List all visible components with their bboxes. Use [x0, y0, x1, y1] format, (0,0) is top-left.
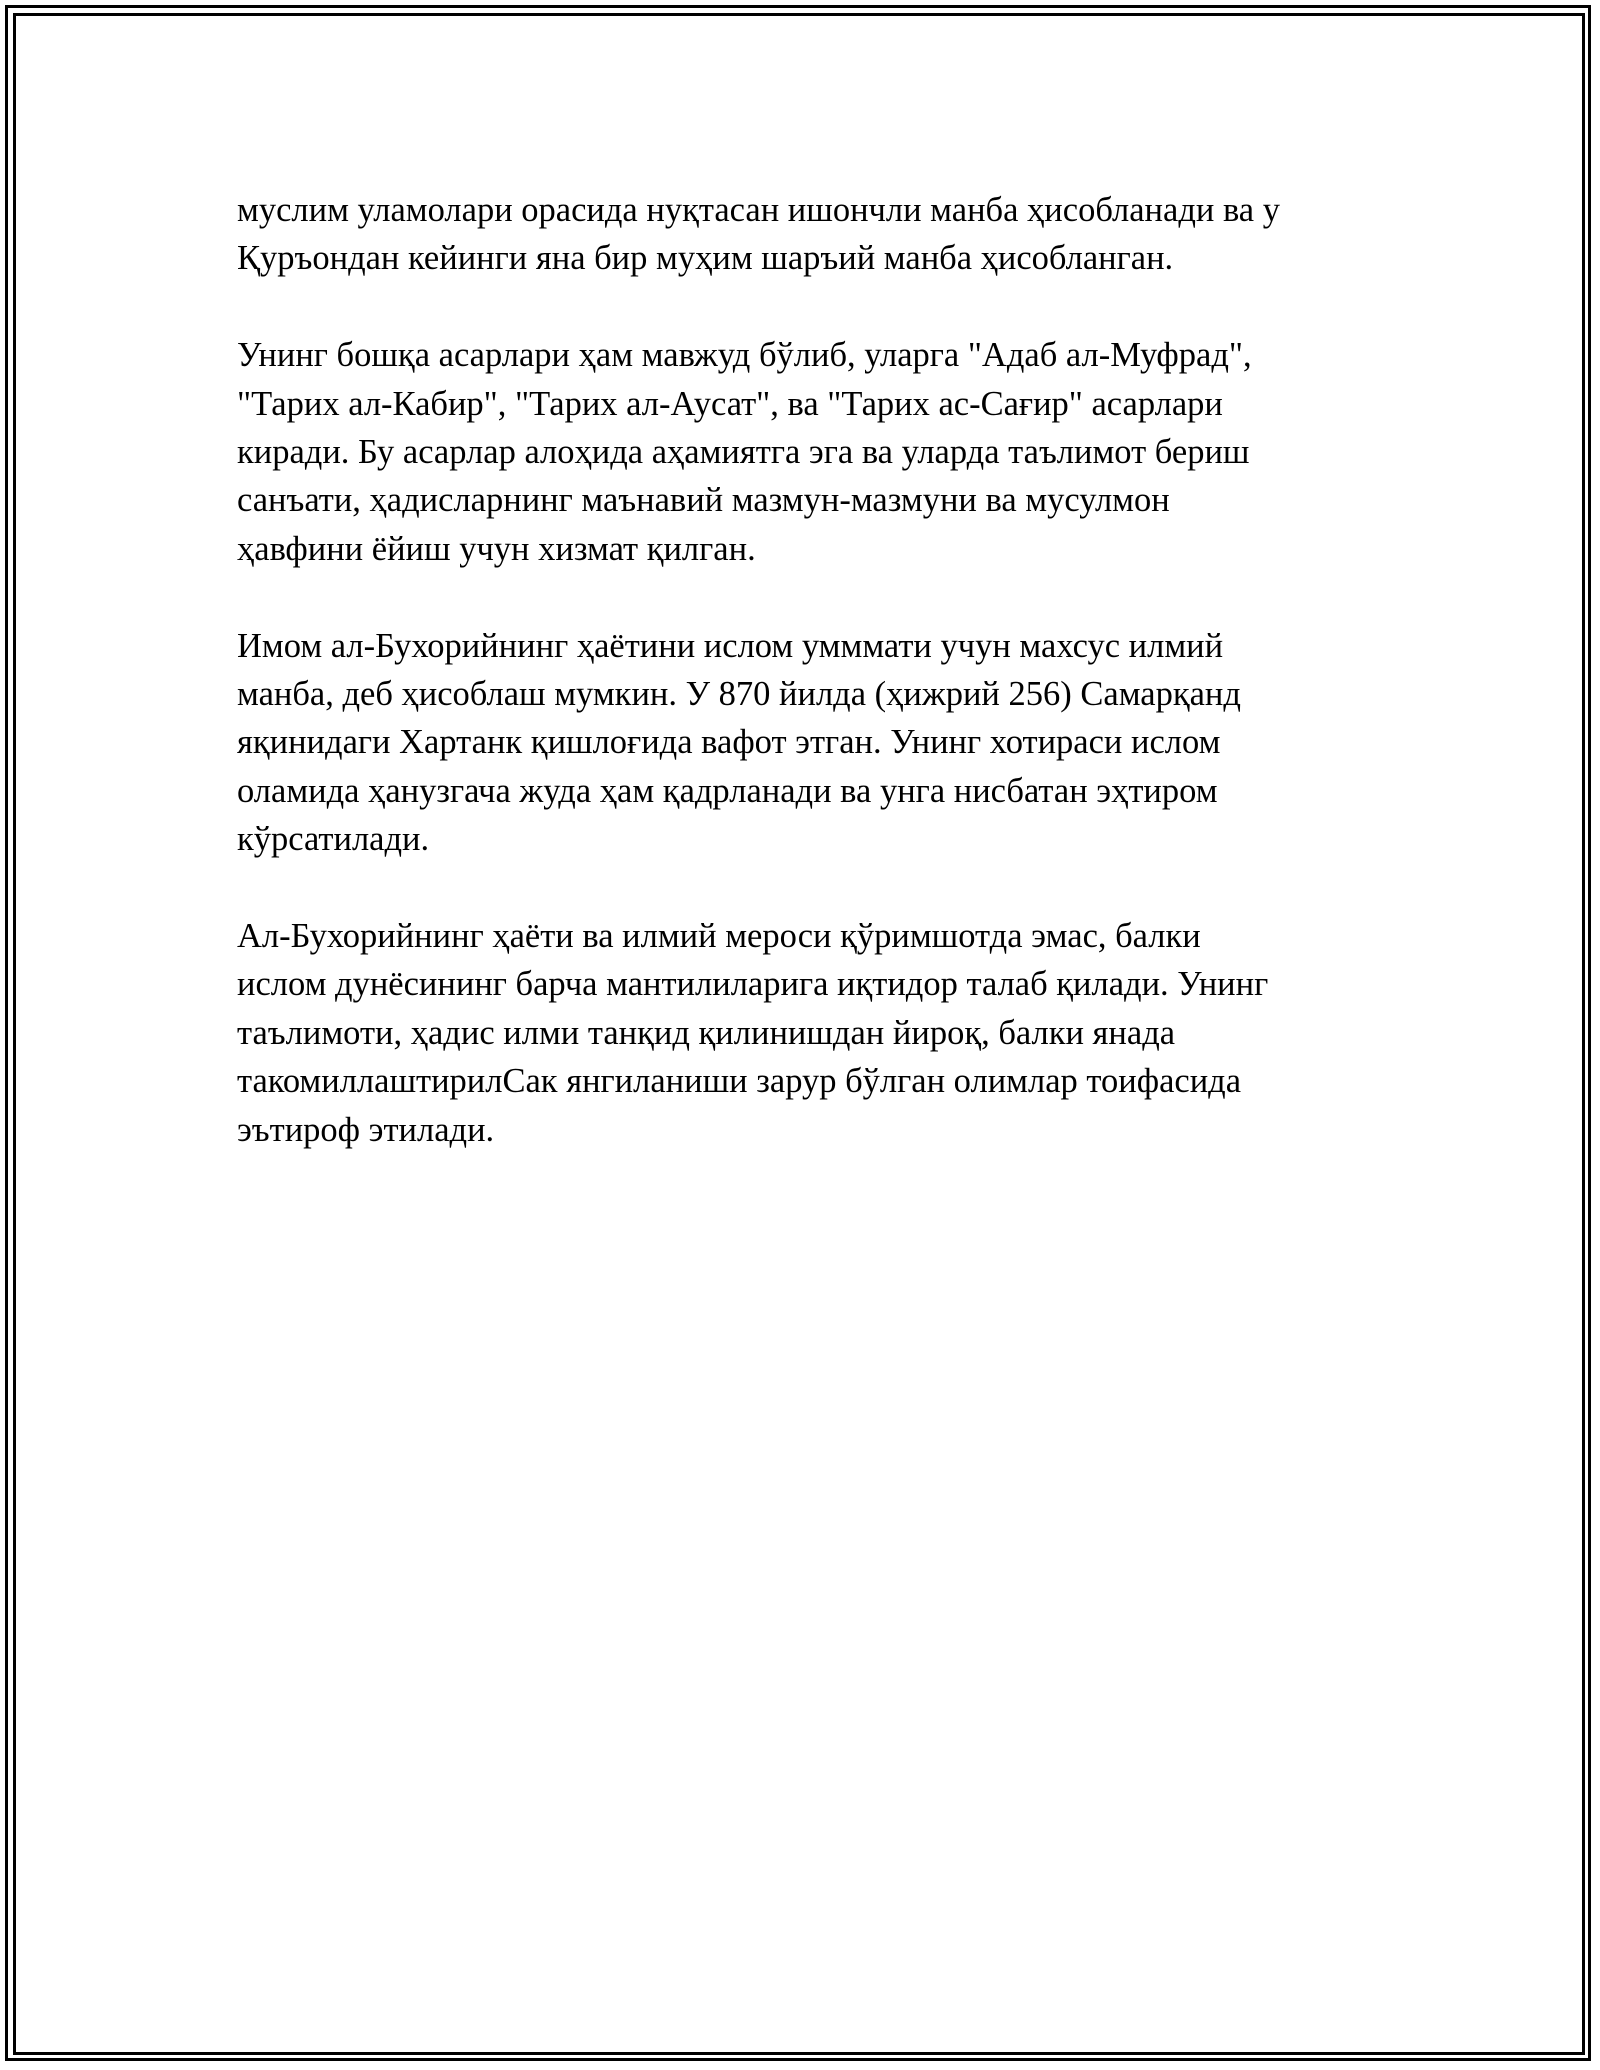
paragraph: Ал-Бухорийнинг ҳаёти ва илмий мероси қўримшотда эмас, балки ислом дунёсининг барча мантилиларига иқтидор талаб қилади. Унинг таълимоти, ҳадис илми танқид қилинишдан йироқ, балки янада такомиллаштирилСак янгиланиши зарур бўлган олимлар тоифасида эътироф этилади. [237, 917, 1269, 1149]
document-body [237, 186, 1367, 1202]
paragraph: муслим уламолари орасида нуқтасан ишончли манба ҳисобланади ва у Қуръондан кейинги яна бир муҳим шаръий манба ҳисобланган. [237, 191, 1280, 278]
paragraph: Имом ал-Бухорийнинг ҳаётини ислом умммати учун махсус илмий манба, деб ҳисоблаш мумкин. У 870 йилда (ҳижрий 256) Самарқанд яқинидаги Хартанк қишлоғида вафот этган. Унинг хотираси ислом оламида ҳанузгача жуда ҳам қадрланади ва унга нисбатан эҳтиром кўрсатилади. [237, 626, 1241, 859]
paragraph: Унинг бошқа асарлари ҳам мавжуд бўлиб, уларга "Адаб ал-Муфрад", "Тарих ал-Кабир", "Тарих ал-Аусат", ва "Тарих ас-Сағир" асарлари киради. Бу асарлар алоҳида аҳамиятга эга ва уларда таълимот бериш санъати, ҳадисларнинг маънавий мазмун-мазмуни ва мусулмон ҳавфини ёйиш учун хизмат қилган. [237, 336, 1252, 568]
